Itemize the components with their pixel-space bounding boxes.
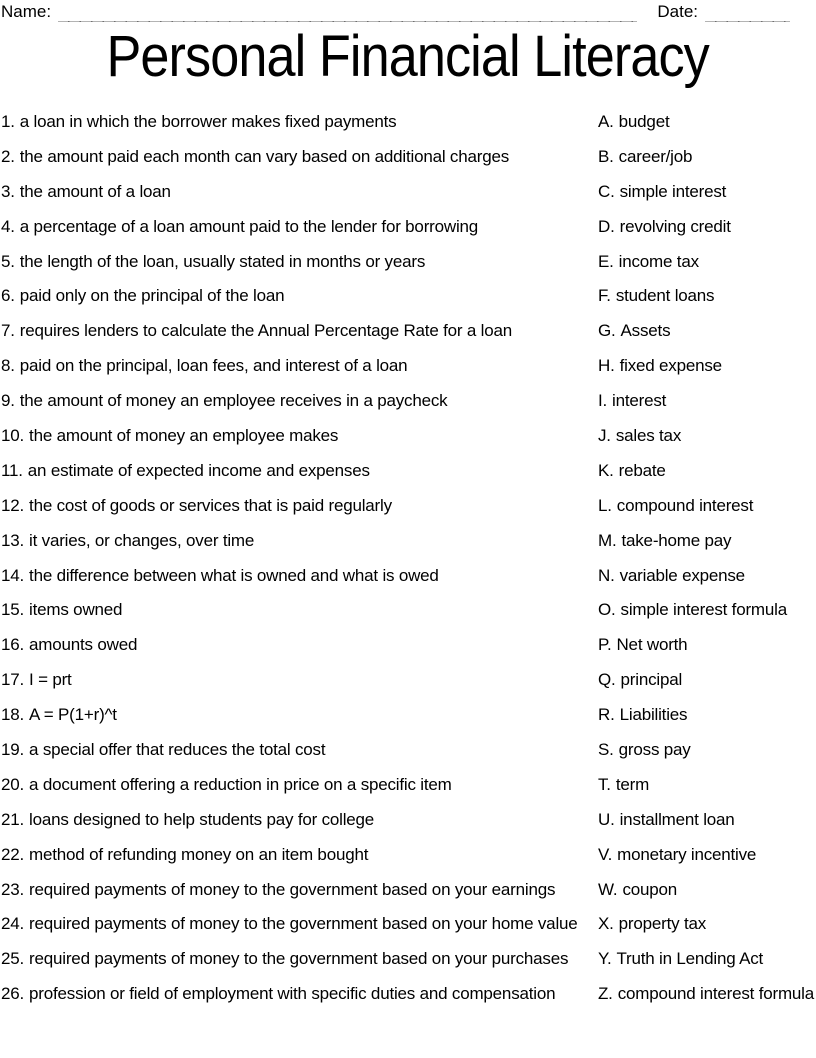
worksheet-row (0, 771, 816, 806)
clue (1, 845, 368, 865)
clue (1, 914, 578, 934)
term-text: compound interest (616, 495, 754, 515)
answer (598, 635, 687, 655)
term-letter: H. (598, 356, 615, 376)
term-letter: D. (598, 216, 615, 236)
answer (598, 112, 669, 132)
term-letter: J. (598, 426, 611, 446)
term-letter: F. (598, 286, 611, 306)
term-letter: M. (598, 530, 617, 550)
clue-number: 1. (1, 112, 15, 131)
worksheet-row (0, 596, 816, 631)
term-text: take-home pay (621, 530, 732, 550)
clue (1, 391, 447, 411)
answer (598, 949, 763, 969)
clue-number: 8. (1, 356, 15, 376)
clue-text: A = P(1+r)^t (29, 705, 117, 725)
clue-number: 16. (1, 635, 25, 655)
clue-number: 2. (1, 146, 15, 166)
worksheet-page (0, 2, 816, 1058)
clue-number: 9. (1, 391, 15, 411)
clue (1, 217, 478, 237)
name-blank-line (58, 6, 637, 22)
clue-number: 4. (1, 216, 15, 236)
clue (1, 531, 254, 551)
clue-text: amounts owed (29, 635, 138, 655)
worksheet-row (0, 422, 816, 457)
clue (1, 321, 512, 341)
worksheet-row (0, 980, 816, 1015)
term-letter: W. (598, 879, 618, 899)
clue (1, 252, 425, 272)
answer (598, 705, 687, 725)
term-text: Assets (620, 321, 671, 341)
clue-number: 19. (1, 740, 25, 760)
term-text: career/job (618, 146, 693, 166)
clue-text: requires lenders to calculate the Annual Percentage Rate for a loan (19, 321, 512, 341)
term-letter: V. (598, 844, 613, 864)
answer (598, 880, 677, 900)
clue-text: I = prt (29, 670, 72, 690)
answer (598, 252, 699, 272)
worksheet-row (0, 876, 816, 911)
clue (1, 426, 338, 446)
clue-text: profession or field of employment with specific duties and compensation (29, 984, 556, 1004)
date-blank-line (705, 6, 790, 22)
answer (598, 321, 670, 341)
clue (1, 496, 392, 516)
worksheet-row (0, 143, 816, 178)
clue (1, 810, 374, 830)
term-text: term (615, 774, 650, 794)
clue-text: a special offer that reduces the total cost (29, 740, 326, 760)
worksheet-row (0, 387, 816, 422)
term-text: fixed expense (619, 356, 722, 376)
answer (598, 217, 731, 237)
clue-text: the amount of a loan (19, 181, 171, 201)
clue-number: 14. (1, 565, 25, 585)
clue-number: 15. (1, 600, 25, 620)
worksheet-row (0, 562, 816, 597)
worksheet-row (0, 492, 816, 527)
answer (598, 810, 735, 830)
clue-text: paid only on the principal of the loan (19, 286, 285, 306)
clue (1, 670, 72, 690)
clue-text: the length of the loan, usually stated in months or years (19, 251, 426, 271)
worksheet-row (0, 666, 816, 701)
answer (598, 356, 722, 376)
term-text: coupon (622, 879, 678, 899)
clue (1, 984, 555, 1004)
answer (598, 740, 691, 760)
clue-text: the amount paid each month can vary based on additional charges (19, 146, 510, 166)
worksheet-row (0, 945, 816, 980)
answer (598, 426, 681, 446)
clue-number: 26. (1, 984, 25, 1004)
clue-number: 12. (1, 495, 25, 515)
answer (598, 182, 726, 202)
answer (598, 566, 745, 586)
term-letter: S. (598, 740, 614, 760)
worksheet-row (0, 213, 816, 248)
term-text: revolving credit (619, 216, 731, 236)
term-letter: R. (598, 705, 615, 725)
worksheet-row (0, 352, 816, 387)
term-letter: L. (598, 495, 612, 515)
answer (598, 461, 666, 481)
answer (598, 391, 666, 411)
term-text: Net worth (616, 635, 688, 655)
page-title (0, 24, 816, 89)
term-text: property tax (618, 914, 707, 934)
worksheet-row (0, 248, 816, 283)
term-text: Liabilities (619, 705, 688, 725)
term-letter: Y. (598, 949, 612, 969)
term-text: variable expense (619, 565, 745, 585)
name-date-header (1, 2, 790, 22)
clue (1, 740, 325, 760)
page-title-text: Personal Financial Literacy (106, 24, 710, 89)
clue-text: loans designed to help students pay for college (29, 809, 375, 829)
clue-text: method of refunding money on an item bought (29, 844, 369, 864)
term-letter: G. (598, 321, 616, 341)
term-text: income tax (618, 251, 699, 271)
answer (598, 286, 714, 306)
term-text: principal (620, 670, 683, 690)
clue-number: 21. (1, 809, 25, 829)
answer (598, 147, 692, 167)
term-text: simple interest (619, 181, 727, 201)
answer (598, 914, 706, 934)
clue-number: 17. (1, 670, 25, 690)
worksheet-row (0, 806, 816, 841)
term-text: compound interest formula (617, 984, 814, 1004)
answer (598, 775, 649, 795)
date-label: Date: (657, 2, 698, 21)
worksheet-row (0, 108, 816, 143)
term-letter: A. (598, 112, 614, 131)
worksheet-row (0, 457, 816, 492)
term-text: gross pay (618, 740, 691, 760)
clue-number: 18. (1, 705, 25, 725)
term-letter: P. (598, 635, 612, 655)
clue-text: it varies, or changes, over time (29, 530, 255, 550)
clue-number: 5. (1, 251, 15, 271)
clue (1, 600, 122, 620)
term-text: installment loan (619, 809, 735, 829)
answer (598, 531, 731, 551)
clue-text: paid on the principal, loan fees, and interest of a loan (19, 356, 408, 376)
answer (598, 845, 756, 865)
term-text: sales tax (615, 426, 682, 446)
clue-text: a document offering a reduction in price on a specific item (29, 774, 452, 794)
term-letter: X. (598, 914, 614, 934)
term-text: monetary incentive (617, 844, 757, 864)
term-letter: N. (598, 565, 615, 585)
answer (598, 670, 682, 690)
clue-text: a loan in which the borrower makes fixed payments (19, 112, 397, 131)
clue (1, 112, 396, 132)
clue (1, 566, 439, 586)
term-letter: B. (598, 146, 614, 166)
term-letter: Z. (598, 984, 613, 1004)
worksheet-row (0, 178, 816, 213)
term-letter: C. (598, 181, 615, 201)
worksheet-row (0, 527, 816, 562)
term-text: budget (618, 112, 670, 131)
name-label: Name: (1, 2, 52, 21)
answer (598, 600, 787, 620)
clue-number: 13. (1, 530, 25, 550)
clue-number: 22. (1, 844, 25, 864)
clue-text: required payments of money to the government based on your home value (29, 914, 578, 934)
term-letter: T. (598, 774, 611, 794)
clue-text: the amount of money an employee receives in a paycheck (19, 391, 448, 411)
term-letter: E. (598, 251, 614, 271)
clue-text: items owned (29, 600, 123, 620)
worksheet-row (0, 701, 816, 736)
worksheet-row (0, 317, 816, 352)
clue-number: 11. (1, 460, 23, 480)
clue (1, 705, 117, 725)
clue-number: 24. (1, 914, 25, 934)
clue-number: 10. (1, 426, 25, 446)
clue-number: 20. (1, 774, 25, 794)
clue (1, 880, 555, 900)
term-text: student loans (615, 286, 715, 306)
clue (1, 356, 407, 376)
term-letter: O. (598, 600, 616, 620)
worksheet-row (0, 841, 816, 876)
clue-number: 23. (1, 879, 25, 899)
clue-text: required payments of money to the government based on your earnings (29, 879, 556, 899)
term-letter: U. (598, 809, 615, 829)
clue-number: 25. (1, 949, 25, 969)
clue (1, 286, 284, 306)
clue-text: the difference between what is owned and what is owed (29, 565, 439, 585)
clue-text: the cost of goods or services that is paid regularly (29, 495, 392, 515)
clue (1, 147, 509, 167)
clue (1, 635, 137, 655)
clue-number: 7. (1, 321, 15, 341)
clue (1, 461, 370, 481)
worksheet-row (0, 910, 816, 945)
term-text: rebate (618, 460, 666, 480)
clue (1, 949, 568, 969)
answer (598, 984, 814, 1004)
term-letter: Q. (598, 670, 616, 690)
clue-number: 6. (1, 286, 15, 306)
clue (1, 182, 171, 202)
term-letter: K. (598, 460, 614, 480)
clue-text: the amount of money an employee makes (29, 426, 339, 446)
worksheet-row (0, 736, 816, 771)
matching-list (0, 108, 816, 1015)
worksheet-row (0, 282, 816, 317)
term-text: Truth in Lending Act (616, 949, 764, 969)
clue-text: an estimate of expected income and expenses (27, 460, 370, 480)
term-text: interest (612, 391, 667, 411)
clue-text: required payments of money to the government based on your purchases (29, 949, 569, 969)
answer (598, 496, 753, 516)
clue-number: 3. (1, 181, 15, 201)
clue-text: a percentage of a loan amount paid to the lender for borrowing (19, 216, 479, 236)
term-letter: I. (598, 391, 608, 411)
worksheet-row (0, 631, 816, 666)
term-text: simple interest formula (620, 600, 787, 620)
clue (1, 775, 452, 795)
